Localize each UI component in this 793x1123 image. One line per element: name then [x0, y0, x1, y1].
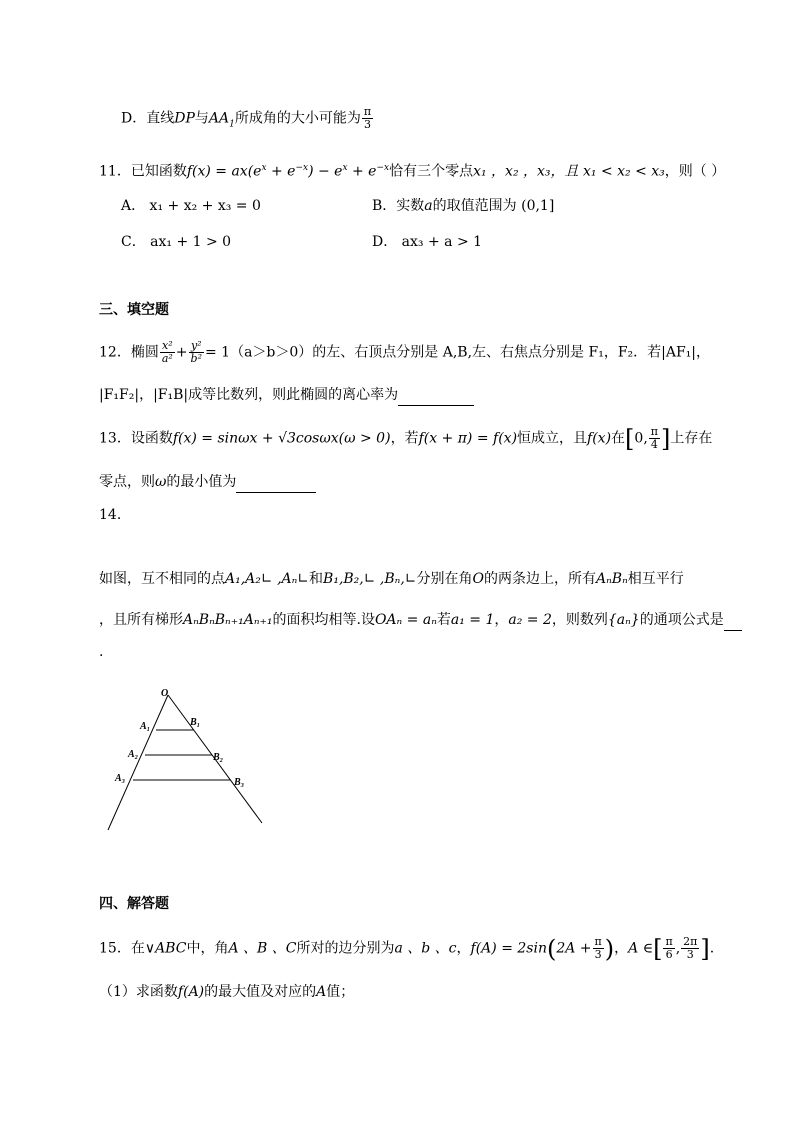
- angle-left-ray: [108, 695, 168, 830]
- fraction-2pi-over-3: $\frac{2\pi}{3}$: [683, 935, 698, 961]
- q11-stem: 11．已知函数$f(x) = ax(e^x + e^{-x}) - e^x + e^{-x}$恰有三个零点x₁ ，x₂ ，x₃，且 x₁ < x₂ < x₃，则（ ）: [99, 163, 726, 180]
- q14-line-1: 如图，互不相同的点A₁,A₂∟ ,Aₙ∟和B₁,B₂,∟ ,Bₙ,∟分别在角O的两条边上，所有AₙBₙ相互平行: [99, 571, 684, 587]
- answer-blank[interactable]: [398, 385, 474, 406]
- q14-line-3: .: [99, 644, 104, 660]
- q11-option-b: B．实数a的取值范围为 (0,1]: [372, 198, 555, 214]
- right-bracket: ]: [661, 424, 671, 453]
- label-b3: B₃: [234, 777, 245, 788]
- fraction-pi-over-3: $\frac{\pi}{3}$: [594, 935, 602, 961]
- left-bracket: [: [653, 934, 663, 963]
- right-paren: ): [604, 934, 615, 963]
- label-a2: A₂: [128, 749, 139, 760]
- label-b2: B₂: [213, 752, 224, 763]
- q15-line-1: 15．在∨ABC中，角A 、B 、C所对的边分别为a 、b 、c，f(A) = 2sin(2A + $\frac{\pi}{3}$ )，A ∈[ $\frac{\pi}{6}$ , $\frac{2\pi}{3}$ ].: [99, 934, 715, 963]
- fraction-y2-over-b2: $\frac{\text{y²}}{\text{b²}}$: [190, 339, 202, 365]
- label-a3: A₃: [115, 773, 126, 784]
- q11-option-c: C． ax₁ + 1 > 0: [121, 234, 232, 250]
- q12-line-1: 12．椭圆 $\frac{\text{x²}}{\text{a²}}$ + $\frac{\text{y²}}{\text{b²}}$ = 1（a＞b＞0）的左、右顶点分别是 A,B,左、右焦点分别是 F₁，F₂．若|AF₁|，: [99, 339, 711, 365]
- section-title-fill-in: 三、填空题: [99, 302, 169, 318]
- section-title-solutions: 四、解答题: [99, 896, 169, 912]
- angle-trapezoid-figure: [100, 685, 270, 835]
- q12-line-2: |F₁F₂|，|F₁B|成等比数列，则此椭圆的离心率为: [99, 385, 474, 406]
- answer-blank[interactable]: [724, 610, 742, 631]
- q11-option-a: A． x₁ + x₂ + x₃ = 0: [121, 198, 261, 214]
- left-bracket: [: [625, 424, 635, 453]
- q14-number: 14．: [99, 507, 131, 523]
- fraction-pi-over-6: $\frac{\pi}{6}$: [665, 935, 673, 961]
- q13-line-2: 零点，则ω的最小值为: [99, 472, 316, 493]
- q10-option-d: D．直线DP与$AA_1$所成角的大小可能为 $\frac{\pi}{3}$: [121, 105, 372, 131]
- label-o: O: [161, 688, 169, 699]
- right-bracket: ]: [700, 934, 710, 963]
- q13-line-1: 13．设函数f(x) = sinωx + √3cosωx(ω > 0)，若f(x + π) = f(x)恒成立，且f(x)在[0, $\frac{\pi}{4}$ ]上存在: [99, 424, 713, 453]
- fraction-x2-over-a2: $\frac{\text{x²}}{\text{a²}}$: [161, 339, 173, 365]
- q11-option-d: D． ax₃ + a > 1: [372, 234, 483, 250]
- q15-part-1: （1）求函数f(A)的最大值及对应的A值；: [99, 984, 355, 1000]
- fraction-pi-over-3: $\frac{\pi}{3}$: [363, 105, 372, 131]
- label-b1: B₁: [190, 717, 201, 728]
- label-a1: A₁: [140, 721, 151, 732]
- q14-line-2: ，且所有梯形AₙBₙBₙ₊₁Aₙ₊₁的面积均相等.设OAₙ = aₙ若a₁ = 1，a₂ = 2，则数列{aₙ}的通项公式是: [99, 610, 742, 631]
- fraction-pi-over-4: $\frac{\pi}{4}$: [650, 425, 659, 451]
- answer-blank[interactable]: [236, 472, 316, 493]
- left-paren: (: [546, 934, 557, 963]
